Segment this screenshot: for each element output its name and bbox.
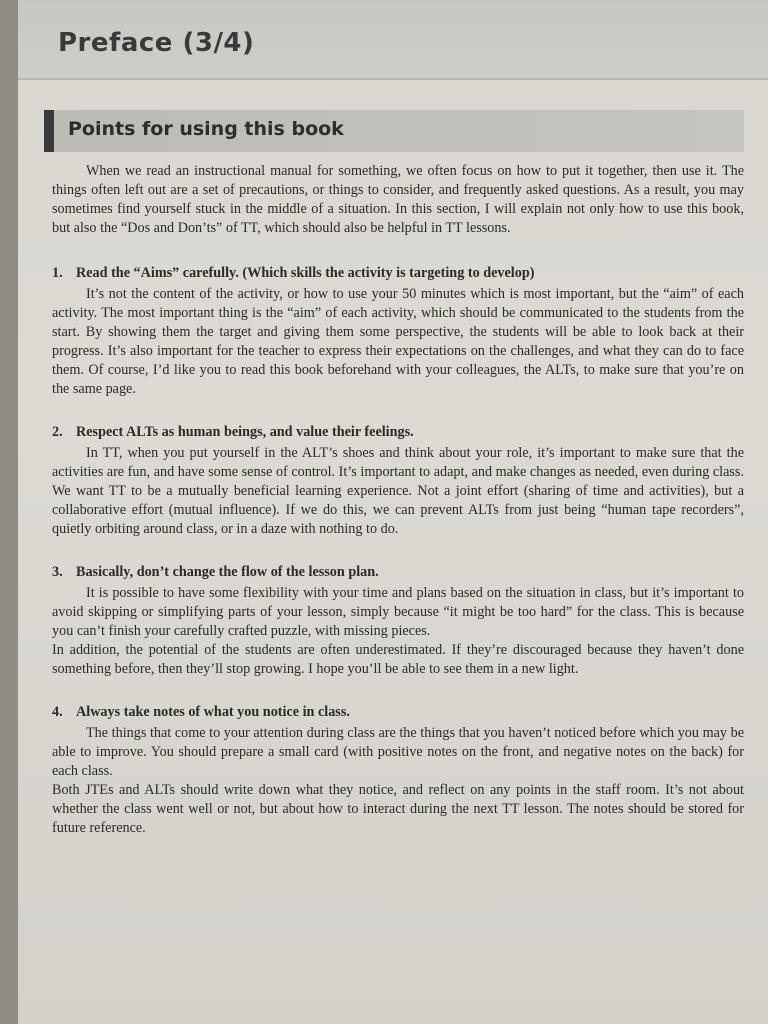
list-item-2 [52, 423, 744, 539]
item-paragraph: The things that come to your attention during class are the things that you haven’t noticed before which you may be able to improve. You should prepare a small card (with positive notes on the front, and negative notes on the back) for each class. [52, 725, 744, 779]
item-paragraph: It is possible to have some flexibility with your time and plans based on the situation in class, but it’s important to avoid skipping or simplifying parts of your lesson, simply because “it might be too hard” for the class. This is because you can’t finish your carefully crafted puzzle, with missing pieces. [52, 585, 744, 639]
list-item-1 [52, 264, 744, 399]
item-heading [52, 423, 744, 442]
item-number: 3. [52, 564, 63, 580]
item-title: Respect ALTs as human beings, and value their feelings. [76, 424, 414, 440]
item-body [52, 444, 744, 539]
item-number: 2. [52, 424, 63, 440]
item-title: Basically, don’t change the flow of the lesson plan. [76, 564, 379, 580]
page-title: Preface (3/4) [58, 28, 255, 58]
item-heading [52, 563, 744, 582]
item-title: Always take notes of what you notice in class. [76, 704, 350, 720]
book-page [18, 0, 768, 1024]
item-heading [52, 264, 744, 283]
item-number: 1. [52, 265, 63, 281]
list-item-4 [52, 703, 744, 838]
item-number: 4. [52, 704, 63, 720]
item-paragraph: In addition, the potential of the students are often underestimated. If they’re discouraged because they haven’t done something before, then they’ll stop growing. I hope you’ll be able to see them in a new light. [52, 642, 744, 677]
section-title: Points for using this book [68, 118, 344, 140]
item-paragraph: It’s not the content of the activity, or how to use your 50 minutes which is most important, but the “aim” of each activity. The most important thing is the “aim” of each activity, which should be communicated to the students from the start. By showing them the target and giving them some perspective, the students will be able to look back at their progress. It’s also important for the teacher to express their expectations on the challenges, and what they can do to face them. Of course, I’d like you to read this book beforehand with your colleagues, the ALTs, to make sure that you’re on the same page. [52, 286, 744, 397]
section-marker [44, 110, 54, 152]
item-paragraph: In TT, when you put yourself in the ALT’s shoes and think about your role, it’s important to make sure that the activities are fun, and have some sense of control. It’s important to adapt, and make changes as needed, even during class. We want TT to be a mutually beneficial learning experience. Not a joint effort (sharing of time and activities), but a collaborative effort (mutual influence). If we do this, we can prevent ALTs from just being “human tape recorders”, quietly orbiting around class, or in a daze with nothing to do. [52, 445, 744, 537]
intro-paragraph: When we read an instructional manual for something, we often focus on how to put it together, then use it. The things often left out are a set of precautions, or things to consider, and frequently asked questions. As a result, you may sometimes find yourself stuck in the middle of a situation. In this section, I will explain not only how to use this book, but also the “Dos and Don’ts” of TT, which should also be helpful in TT lessons. [52, 163, 744, 236]
item-heading [52, 703, 744, 722]
item-paragraph: Both JTEs and ALTs should write down what they notice, and reflect on any points in the staff room. It’s not about whether the class went well or not, but about how to interact during the next TT lesson. The notes should be stored for future reference. [52, 782, 744, 836]
list-item-3 [52, 563, 744, 679]
page-header [18, 0, 768, 80]
page-content [52, 162, 744, 862]
item-title: Read the “Aims” carefully. (Which skills the activity is targeting to develop) [76, 265, 535, 281]
section-heading [44, 110, 744, 152]
item-body [52, 285, 744, 399]
item-body [52, 584, 744, 679]
item-body [52, 724, 744, 838]
